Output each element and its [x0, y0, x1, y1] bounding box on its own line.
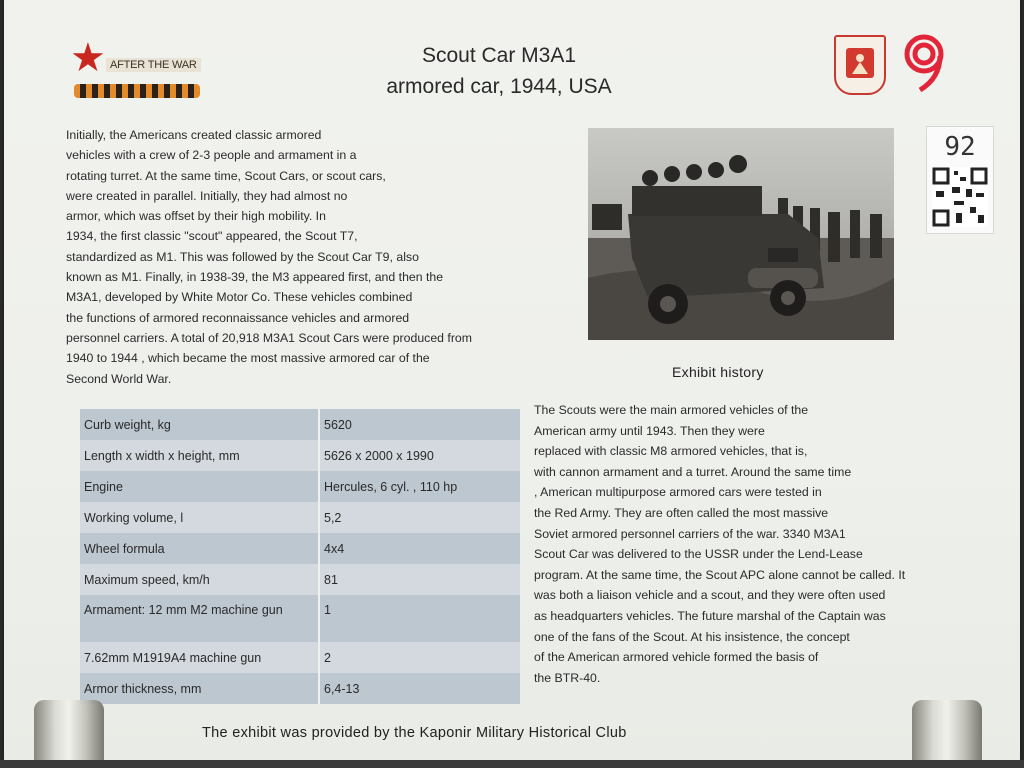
history-heading: Exhibit history [672, 364, 764, 380]
spec-label: Armor thickness, mm [80, 673, 319, 704]
intro-line: vehicles with a crew of 2-3 people and armament in a [66, 148, 357, 163]
exhibit-plaque [4, 0, 1020, 760]
spec-label: Engine [80, 471, 319, 502]
spec-label: Length x width x height, mm [80, 440, 319, 471]
history-line: one of the fans of the Scout. At his insistence, the concept [534, 629, 850, 644]
history-line: replaced with classic M8 armored vehicles, that is, [534, 444, 808, 459]
number-nine-logo [896, 32, 952, 94]
history-line: Scout Car was delivered to the USSR under the Lend-Lease [534, 547, 863, 562]
exhibit-number: 92 [944, 132, 976, 162]
exhibit-number-box [926, 126, 994, 234]
spec-label: Maximum speed, km/h [80, 564, 319, 595]
intro-line: 1940 to 1944 , which became the most massive armored car of the [66, 351, 430, 366]
intro-line: 1934, the first classic "scout" appeared, the Scout T7, [66, 229, 358, 244]
left-plaque-clip [34, 700, 104, 768]
intro-line: Initially, the Americans created classic armored [66, 128, 322, 142]
historical-photo [588, 128, 894, 340]
spec-value: 5,2 [319, 502, 520, 533]
history-line: the Red Army. They are often called the most massive [534, 505, 829, 520]
spec-label: 7.62mm M1919A4 machine gun [80, 642, 319, 673]
spec-value: 81 [319, 564, 520, 595]
history-line: , American multipurpose armored cars were tested in [534, 485, 822, 500]
spec-value: 5626 x 2000 x 1990 [319, 440, 520, 471]
after-the-war-badge: AFTER THE WAR [106, 58, 201, 72]
page-title [304, 42, 694, 104]
history-line: The Scouts were the main armored vehicles of the [534, 403, 809, 417]
intro-line: known as M1. Finally, in 1938-39, the M3 appeared first, and then the [66, 270, 444, 285]
table-row [80, 471, 520, 502]
table-row [80, 642, 520, 673]
history-line: was both a liaison vehicle and a scout, and they were often used [534, 588, 886, 603]
history-line: as headquarters vehicles. The future marshal of the Captain was [534, 608, 886, 623]
table-row [80, 440, 520, 471]
table-row [80, 502, 520, 533]
spec-label: Wheel formula [80, 533, 319, 564]
history-text [534, 400, 974, 688]
table-row [80, 409, 520, 440]
spec-value: 2 [319, 642, 520, 673]
spec-label: Working volume, l [80, 502, 319, 533]
right-plaque-clip [912, 700, 982, 768]
spec-label: Curb weight, kg [80, 409, 319, 440]
after-the-war-logo [70, 38, 210, 106]
history-line: Soviet armored personnel carriers of the war. 3340 M3A1 [534, 526, 846, 541]
history-line: American army until 1943. Then they were [534, 423, 765, 438]
history-line: the BTR-40. [534, 670, 601, 685]
red-star-icon: ★ [70, 36, 106, 80]
intro-line: personnel carriers. A total of 20,918 M3A1 Scout Cars were produced from [66, 330, 473, 345]
title-vehicle-name: Scout Car M3A1 [421, 44, 577, 67]
table-row [80, 673, 520, 704]
intro-line: standardized as M1. This was followed by the Scout Car T9, also [66, 249, 419, 264]
spec-value: 1 [319, 595, 520, 642]
table-row [80, 564, 520, 595]
intro-line: the functions of armored reconnaissance vehicles and armored [66, 310, 410, 325]
title-vehicle-type: armored car, 1944, USA [386, 75, 612, 98]
qr-code-icon[interactable] [932, 167, 988, 232]
intro-line: rotating turret. At the same time, Scout Cars, or scout cars, [66, 168, 386, 183]
intro-line: armor, which was offset by their high mobility. In [66, 209, 326, 224]
spec-value: 6,4-13 [319, 673, 520, 704]
intro-text [66, 125, 526, 389]
spec-label: Armament: 12 mm M2 machine gun [80, 595, 319, 642]
moscow-coat-of-arms-icon [834, 35, 886, 95]
spec-value: 4x4 [319, 533, 520, 564]
table-row [80, 533, 520, 564]
history-line: program. At the same time, the Scout APC alone cannot be called. It [534, 567, 906, 582]
history-line: with cannon armament and a turret. Around the same time [534, 464, 852, 479]
spec-value: Hercules, 6 cyl. , 110 hp [319, 471, 520, 502]
st-george-ribbon [74, 84, 200, 98]
footer-credit: The exhibit was provided by the Kaponir Military Historical Club [202, 725, 627, 741]
specifications-table [80, 409, 520, 704]
stand-base [0, 760, 1024, 768]
intro-line: were created in parallel. Initially, they had almost no [66, 188, 348, 203]
intro-line: Second World War. [66, 371, 172, 386]
table-row [80, 595, 520, 642]
spec-value: 5620 [319, 409, 520, 440]
intro-line: M3A1, developed by White Motor Co. These vehicles combined [66, 290, 413, 305]
history-line: of the American armored vehicle formed the basis of [534, 650, 819, 665]
